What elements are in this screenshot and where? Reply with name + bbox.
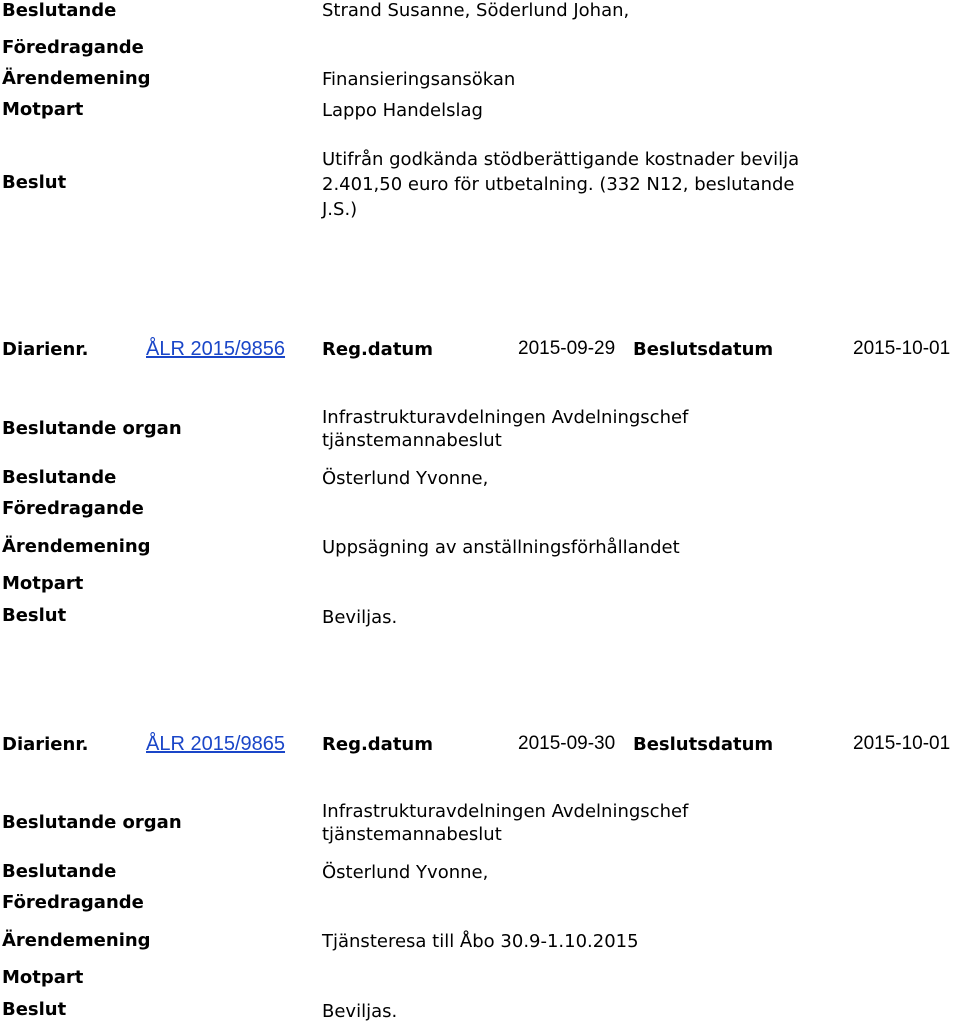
label-arendemening: Ärendemening: [2, 930, 151, 951]
label-regdatum: Reg.datum: [322, 734, 433, 755]
label-beslutande-organ: Beslutande organ: [2, 418, 182, 439]
value-beslut-line-3: J.S.): [322, 199, 358, 220]
label-foredragande: Föredragande: [2, 37, 144, 58]
label-beslutande: Beslutande: [2, 467, 117, 488]
label-regdatum: Reg.datum: [322, 339, 433, 360]
value-beslut-line-1: Utifrån godkända stödberättigande kostnader bevilja: [322, 149, 800, 170]
label-beslutande: Beslutande: [2, 0, 117, 21]
label-beslut: Beslut: [2, 999, 67, 1020]
value-organ-line-1: Infrastrukturavdelningen Avdelningschef: [322, 407, 689, 428]
label-motpart: Motpart: [2, 573, 84, 594]
label-diarienr: Diarienr.: [2, 339, 89, 360]
value-arendemening: Tjänsteresa till Åbo 30.9-1.10.2015: [322, 931, 639, 952]
label-arendemening: Ärendemening: [2, 536, 151, 557]
value-organ-line-2: tjänstemannabeslut: [322, 430, 502, 451]
value-beslutsdatum: 2015-10-01: [853, 733, 951, 754]
label-diarienr: Diarienr.: [2, 734, 89, 755]
value-beslut-line-2: 2.401,50 euro för utbetalning. (332 N12, beslutande: [322, 174, 795, 195]
label-motpart: Motpart: [2, 967, 84, 988]
value-beslut: Beviljas.: [322, 607, 398, 628]
label-foredragande: Föredragande: [2, 892, 144, 913]
value-beslutande: Strand Susanne, Söderlund Johan,: [322, 0, 630, 21]
value-arendemening: Uppsägning av anställningsförhållandet: [322, 537, 680, 558]
label-beslutande: Beslutande: [2, 861, 117, 882]
label-beslutsdatum: Beslutsdatum: [633, 734, 774, 755]
value-regdatum: 2015-09-30: [518, 733, 616, 754]
value-organ-line-2: tjänstemannabeslut: [322, 824, 502, 845]
value-organ-line-1: Infrastrukturavdelningen Avdelningschef: [322, 801, 689, 822]
label-motpart: Motpart: [2, 99, 84, 120]
value-beslutande: Österlund Yvonne,: [322, 468, 489, 489]
diarienr-link[interactable]: ÅLR 2015/9865: [146, 733, 286, 755]
label-beslut: Beslut: [2, 172, 67, 193]
value-motpart: Lappo Handelslag: [322, 100, 483, 121]
label-foredragande: Föredragande: [2, 498, 144, 519]
value-beslutsdatum: 2015-10-01: [853, 338, 951, 359]
value-regdatum: 2015-09-29: [518, 338, 616, 359]
value-arendemening: Finansieringsansökan: [322, 69, 516, 90]
value-beslutande: Österlund Yvonne,: [322, 862, 489, 883]
label-beslutsdatum: Beslutsdatum: [633, 339, 774, 360]
label-beslutande-organ: Beslutande organ: [2, 812, 182, 833]
value-beslut: Beviljas.: [322, 1001, 398, 1022]
diarienr-link[interactable]: ÅLR 2015/9856: [146, 338, 286, 360]
label-arendemening: Ärendemening: [2, 68, 151, 89]
label-beslut: Beslut: [2, 605, 67, 626]
